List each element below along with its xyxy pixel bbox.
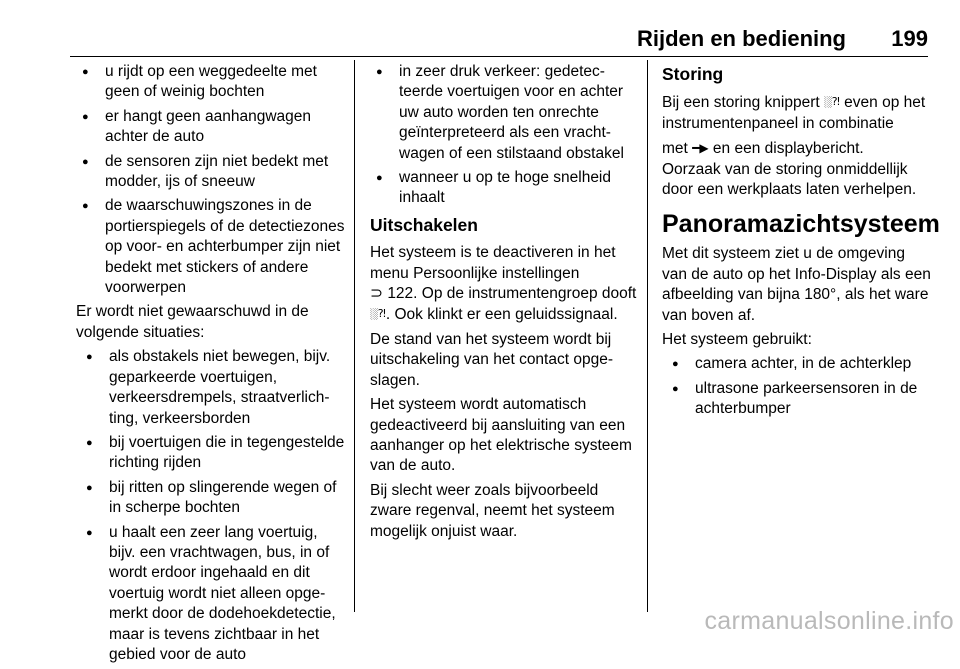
column-divider-1 xyxy=(354,60,355,612)
blind-spot-indicator-icon: ░⁈ xyxy=(370,308,386,321)
list-item: ● u haalt een zeer lang voertuig, bijv. een vrachtwagen, bus, in of wordt erdoor ingehaald en dit voertuig wordt niet alleen opgemerkt door de dodehoekdetectie, maar is tevens zichtbaar in het gebied voor de auto xyxy=(80,523,348,666)
blind-spot-indicator-icon: ░⁈ xyxy=(823,96,840,109)
paragraph-deactivate: Het systeem is te deactiveren in het menu Persoonlijke instellingen ⊃ 122. Op de instrumentengroep dooft ░⁈. Ook klinkt er een geluidssignaal. xyxy=(370,244,637,324)
list-item: ● ultrasone parkeersensoren in de achterbumper xyxy=(666,379,932,420)
conditions-list xyxy=(76,62,348,298)
column-3 xyxy=(662,62,940,424)
list-item: ● in zeer druk verkeer: gedetecteerde voertuigen voor en achter uw auto worden ten onrechte geïnterpreteerd als een vrachtwagen of een stilstaand obstakel xyxy=(370,62,640,164)
column-divider-2 xyxy=(647,60,648,612)
list-item: ● wanneer u op te hoge snelheid inhaalt xyxy=(370,168,640,209)
no-warning-intro: Er wordt niet gewaarschuwd in de volgende situaties: xyxy=(76,303,309,341)
paragraph-panorama: Met dit systeem ziet u de omgeving van de auto op het Info-Display als een afbeelding van bijna 180°, als het ware van boven af. xyxy=(662,245,931,324)
watermark: carmanualsonline.info xyxy=(704,607,954,635)
section-title: Rijden en bediening xyxy=(636,26,846,51)
column-2 xyxy=(370,62,640,546)
list-item: ● als obstakels niet bewegen, bijv. geparkeerde voertuigen, verkeersdrempels, straatverlichting, verkeersborden xyxy=(80,347,348,429)
paragraph-system-uses: Het systeem gebruikt: xyxy=(662,331,812,349)
list-item: ● er hangt geen aanhangwagen achter de auto xyxy=(76,107,348,148)
paragraph-auto-deactivate: Het systeem wordt automatisch gedeactiveerd bij aansluiting van een aanhanger op het elektrische systeem van de auto. xyxy=(370,396,632,475)
page-number: 199 xyxy=(891,26,928,51)
list-item: ● bij ritten op slingerende wegen of in scherpe bochten xyxy=(80,478,348,519)
page-header xyxy=(70,26,928,54)
page-reference: 122. Op de instrumentengroep dooft xyxy=(387,285,637,303)
header-rule xyxy=(70,56,928,57)
page-reference-arrow-icon: ⊃ xyxy=(370,285,383,303)
situations-list xyxy=(370,62,640,209)
list-item: ● u rijdt op een weggedeelte met geen of weinig bochten xyxy=(76,62,348,103)
no-warning-list xyxy=(80,347,348,665)
column-1 xyxy=(76,62,348,669)
list-item: ● de sensoren zijn niet bedekt met modder, ijs of sneeuw xyxy=(76,152,348,193)
list-item: ● camera achter, in de achterklep xyxy=(666,354,932,374)
paragraph-bad-weather: Bij slecht weer zoals bijvoorbeeld zware regenval, neemt het systeem mogelijk onjuist waar. xyxy=(370,481,615,540)
paragraph-fault: Bij een storing knippert ░⁈ even op het instrumentenpaneel in combinatie xyxy=(662,94,926,132)
heading-panoramazichtsysteem: Panoramazichtsysteem xyxy=(662,210,940,239)
list-item: ● bij voertuigen die in tegengestelde richting rijden xyxy=(80,433,348,474)
heading-storing: Storing xyxy=(662,64,724,84)
paragraph-fault-message: met ━▶ en een displaybericht. Oorzaak van de storing onmiddellijk door een werkplaats laten verhelpen. xyxy=(662,140,917,199)
paragraph-state-saved: De stand van het systeem wordt bij uitschakeling van het contact opgeslagen. xyxy=(370,330,613,389)
system-components-list xyxy=(666,354,932,419)
vehicle-warning-icon: ━▶ xyxy=(692,141,709,156)
list-item: ● de waarschuwingszones in de portierspiegels of de detectiezones op voor- en achterbumper zijn niet bedekt met stickers of andere voorwerpen xyxy=(76,196,348,298)
heading-uitschakelen: Uitschakelen xyxy=(370,214,478,235)
